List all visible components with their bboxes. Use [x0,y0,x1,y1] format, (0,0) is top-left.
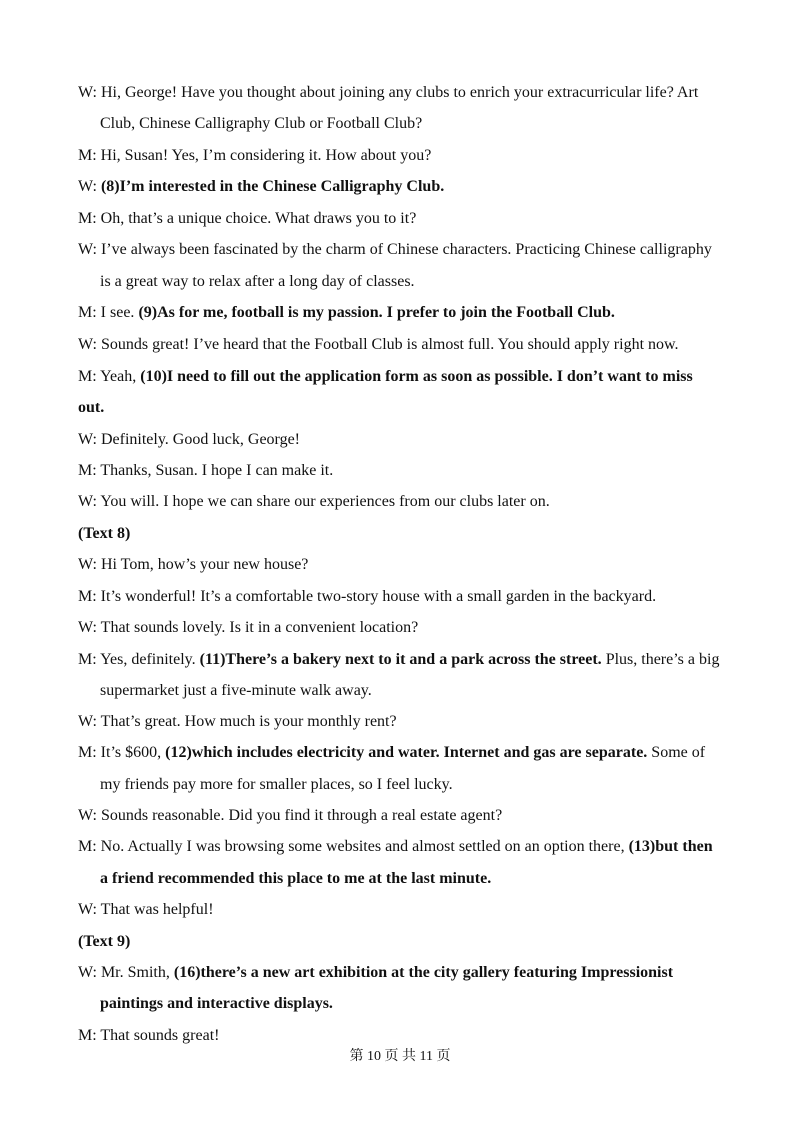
text-line [100,775,453,795]
text-line [78,146,431,166]
text-segment: Club, Chinese Calligraphy Club or Football Club? [100,115,423,132]
text-line [100,114,422,134]
text-segment: W: That sounds lovely. Is it in a convenient location? [78,619,419,636]
highlighted-answer: (12)which includes electricity and water. Internet and gas are separate. [165,744,648,761]
highlighted-answer: out. [78,399,105,416]
text-segment: W: You will. I hope we can share our experiences from our clubs later on. [78,493,550,510]
text-line [78,712,397,732]
text-line [78,555,308,575]
text-line [78,240,712,260]
text-line [78,335,679,355]
text-segment: supermarket just a five-minute walk away. [100,682,372,699]
text-segment: M: Yes, definitely. [78,651,200,668]
text-line [78,618,418,638]
text-line [78,806,502,826]
text-line [78,209,416,229]
section-heading-text: (Text 9) [78,933,131,950]
section-heading [78,932,130,952]
highlighted-answer: (8)I’m interested in the Chinese Calligraphy Club. [100,178,445,195]
text-segment: M: I see. [78,304,139,321]
text-segment: M: Oh, that’s a unique choice. What draws you to it? [78,210,417,227]
text-line [78,587,656,607]
text-line [78,963,673,983]
text-segment: Some of [647,744,706,761]
section-heading-text: (Text 8) [78,525,131,542]
text-line [78,461,333,481]
text-segment: W: That’s great. How much is your monthly rent? [78,713,397,730]
text-segment: M: It’s $600, [78,744,166,761]
text-segment: is a great way to relax after a long day of classes. [100,273,415,290]
page-number: 第 10 页 共 11 页 [349,1049,451,1064]
text-segment: M: Yeah, [78,368,141,385]
text-segment: my friends pay more for smaller places, so I feel lucky. [100,776,453,793]
section-heading [78,524,130,544]
text-segment: Plus, there’s a big [601,651,720,668]
text-line [78,743,705,763]
text-line [100,681,372,701]
highlighted-answer: (11)There’s a bakery next to it and a park across the street. [199,651,602,668]
text-line [78,900,214,920]
text-segment: W: Hi, George! Have you thought about joining any clubs to enrich your extracurricular life? Art [78,84,699,101]
text-segment: W: Definitely. Good luck, George! [78,431,301,448]
highlighted-answer: a friend recommended this place to me at the last minute. [100,870,492,887]
highlighted-answer: (9)As for me, football is my passion. I prefer to join the Football Club. [138,304,615,321]
text-segment: W: [78,178,101,195]
text-line [78,1026,219,1046]
text-line [78,367,693,387]
text-segment: M: No. Actually I was browsing some websites and almost settled on an option there, [78,838,629,855]
text-line [78,398,104,418]
highlighted-answer: (13)but then [628,838,713,855]
text-line [100,272,415,292]
text-segment: W: Mr. Smith, [78,964,174,981]
text-segment: W: Sounds great! I’ve heard that the Football Club is almost full. You should apply right now. [78,336,679,353]
text-line [100,869,491,889]
text-line [78,492,550,512]
text-segment: W: That was helpful! [78,901,214,918]
text-line [78,177,444,197]
highlighted-answer: paintings and interactive displays. [100,995,333,1012]
text-line [78,303,615,323]
text-line [78,650,719,670]
text-segment: M: It’s wonderful! It’s a comfortable two-story house with a small garden in the backyard. [78,588,657,605]
text-line [78,430,300,450]
text-segment: M: Thanks, Susan. I hope I can make it. [78,462,334,479]
text-segment: M: Hi, Susan! Yes, I’m considering it. How about you? [78,147,432,164]
text-segment: W: I’ve always been fascinated by the charm of Chinese characters. Practicing Chinese calligraphy [78,241,712,258]
text-line [78,837,713,857]
text-line [100,994,333,1014]
text-line [78,83,722,103]
text-segment: W: Hi Tom, how’s your new house? [78,556,309,573]
highlighted-answer: (10)I need to fill out the application form as soon as possible. I don’t want to miss [140,368,693,385]
highlighted-answer: (16)there’s a new art exhibition at the city gallery featuring Impressionist [173,964,674,981]
text-segment: M: That sounds great! [78,1027,220,1044]
text-segment: W: Sounds reasonable. Did you find it through a real estate agent? [78,807,503,824]
